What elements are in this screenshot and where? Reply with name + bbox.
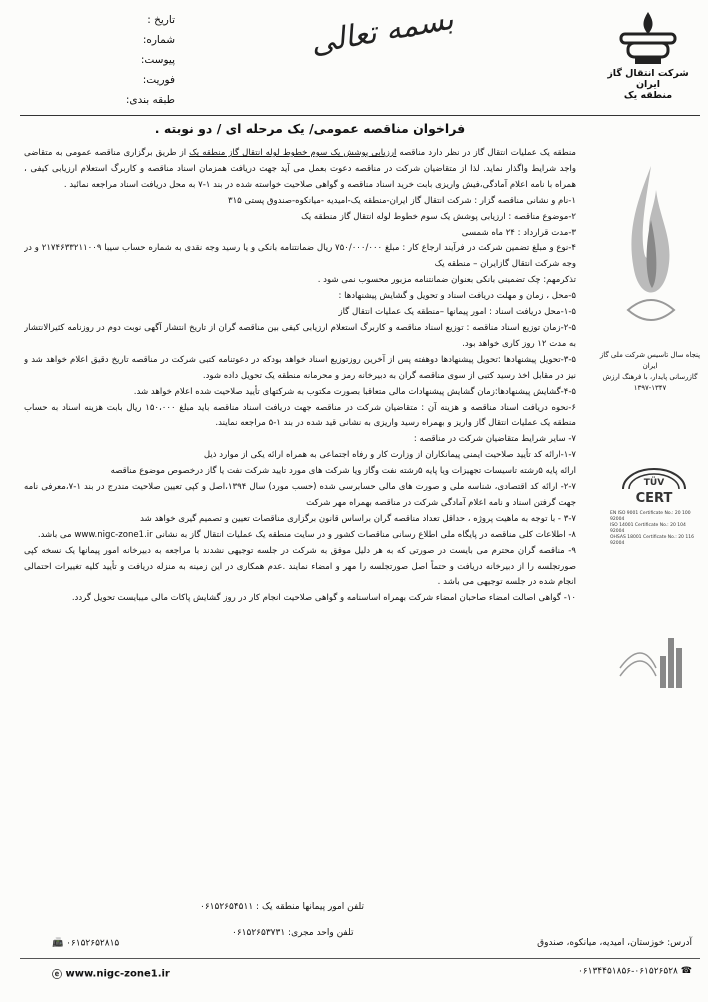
national-award-emblem [612, 628, 692, 702]
intro-paragraph [24, 146, 576, 194]
clause-3: ۳-مدت قرارداد : ۲۴ ماه شمسی [461, 227, 576, 238]
cert-numbers [610, 511, 698, 547]
meta-priority: فوریت: [142, 74, 175, 86]
clause-5-2: ۲-۵-زمان توزیع اسناد مناقصه : توزیع اسناد مناقصه و کاربرگ استعلام ارزیابی کیفی بین مناقصه گران از تاریخ انتشار آگهی نوبت دوم در روزنامه کثیرالانتشار به مدت ۱۲ روز کاری خواهد بود. [24, 322, 576, 349]
company-logo [596, 8, 700, 108]
address: آدرس: خوزستان، امیدیه، میانکوه، صندوق [537, 938, 692, 948]
fax-number-text: ۰۶۱۵۲۶۵۲۸۱۵ [66, 938, 120, 949]
web-icon: ⓔ [52, 970, 62, 981]
anniversary-years: ۱۳۹۷-۱۳۴۷ [633, 384, 667, 392]
tuv-cert-text: CERT [635, 491, 673, 505]
clause-5-3: ۳-۵-تحویل پیشنهادها :تحویل پیشنهادها دوهفته پس از آخرین روزتوزیع اسناد خواهد بودکه در دعوتنامه کتبی شرکت در مناقصه تاریخ دقیق اعلام خواهد شد و نیز در مقابل اخذ رسید کتبی از سوی مناقصه گران به دبیرخانه رمز و محرمانه منطقه یک تحویل داده شود. [24, 354, 576, 381]
svg-text:TÜV: TÜV [643, 478, 665, 488]
fax-icon: 📠 [52, 938, 64, 948]
cert-line-iso9001: EN ISO 9001 Certificate No.: 20 100 92004 [610, 511, 691, 522]
anniversary-line2: گازرسانی پایدار، با فرهنگ ارزش [602, 373, 698, 381]
meta-classification: طبقه بندی: [125, 94, 175, 106]
phone-icon: ☎ [680, 966, 692, 976]
clause-6: ۶-نحوه دریافت اسناد مناقصه و هزینه آن : متقاضیان شرکت در مناقصه جهت دریافت اسناد مناقصه باید مبلغ ۱۵۰،۰۰۰ ریال بابت هزینه اسناد به حساب منطقه یک عملیات انتقال گاز واریز و بهمراه رسید واریزی به نشانی قید شده در بند ۱-۵ مراجعه نمایند. [24, 402, 576, 429]
phone-numbers-text: ۰۶۱۳۴۴۵۱۸۵۶-۰۶۱۵۲۶۵۲۸ [577, 966, 678, 977]
document-title: فراخوان مناقصه عمومی/ یک مرحله ای / دو نوبته . [154, 121, 466, 136]
letter-meta [40, 10, 175, 110]
bismillah-heading: بسمه تعالی [308, 1, 457, 62]
website-link[interactable] [52, 966, 170, 981]
clause-2: ۲-موضوع مناقصه : ارزیابی پوشش یک سوم خطوط لوله انتقال گاز منطقه یک [301, 211, 576, 222]
meta-number: شماره: [142, 34, 175, 46]
contracts-phone: تلفن امور پیمانها منطقه یک : ۰۶۱۵۲۶۵۴۵۱۱ [200, 902, 365, 912]
meta-date: تاریخ : [147, 14, 175, 26]
clause-9: ۹- مناقصه گران محترم می بایست در صورتی که به هر دلیل موفق به شرکت در جلسه توجیهی نشدند با مراجعه به دبیرخانه امور پیمانها یک نسخه کپی صورتجلسه را از دبیرخانه دریافت و حتماً اصل صورتجلسه را مهر و امضاء نمایند .عدم همکاری در این زمینه به منزله دریافت و تأیید کلیه تغییرات احتمالی انجام شده در جلسه توجیهی می باشد . [24, 545, 576, 588]
phone-numbers [492, 966, 692, 977]
clause-7-3: ۳-۷ - با توجه به ماهیت پروژه ، حداقل تعداد مناقصه گران براساس قانون برگزاری مناقصات تعیین و تصمیم گیری خواهد شد [140, 513, 576, 524]
header-divider [20, 115, 700, 116]
clause-7-1: ۱-۷-ارائه کد تأیید صلاحیت ایمنی پیمانکاران از وزارت کار و رفاه اجتماعی به همراه ارائه یکی از موارد ذیل [203, 450, 576, 461]
clause-5-1: ۱-۵-محل دریافت اسناد : امور پیمانها –منطقه یک عملیات انتقال گاز [338, 307, 576, 318]
cert-line-iso14001: ISO 14001 Certificate No.: 20 104 92004 [610, 523, 686, 534]
clause-7: ۷- سایر شرایط متقاضیان شرکت در مناقصه : [413, 434, 576, 445]
nigc-emblem-icon [613, 8, 683, 66]
clause-4: ۴-نوع و مبلغ تضمین شرکت در فرآیند ارجاع کار : مبلغ ۷۵۰/۰۰۰/۰۰۰ ریال ضمانتنامه بانکی و یا رسید وجه نقدی به شماره حساب سیبا ۲۱۷۴۶۳۳۲۱۱۰۰۹ و در وجه شرکت انتقال گازایران – منطقه یک [24, 243, 576, 270]
document-body [24, 146, 576, 876]
clause-5-4: ۴-۵-گشایش پیشنهادها:زمان گشایش پیشنهادات مالی متعاقبا بصورت مکتوب به شرکتهای تأیید صلاحیت شده اعلام خواهد شد. [133, 386, 576, 397]
anniversary-flame-emblem [606, 160, 696, 344]
clause-7-1-detail: ارائه پایه ۵رشته تاسیسات تجهیزات ویا پایه ۵رشته نفت وگاز ویا شرکت های مورد تایید شرکت نفت یا گاز درخصوص موضوع مناقصه [110, 466, 576, 477]
clause-7-2: ۲-۷- ارائه کد اقتصادی، شناسه ملی و صورت های مالی حسابرسی شده (حسب مورد) سال ۱۳۹۴،اصل و کپی تعیین صلاحیت مندرج در بند ۱-۷،معرفی نامه جهت گرفتن اسناد و نامه اعلام آمادگی شرکت در مناقصه بهمراه مهر شرکت [24, 482, 576, 508]
clause-8: ۸- اطلاعات کلی مناقصه در پایگاه ملی اطلاع رسانی مناقصات کشور و در سایت منطقه یک عملیات انتقال گاز به نشانی www.nigc-zone1.ir می باشد. [37, 529, 576, 540]
clause-5: ۵-محل ، زمان و مهلت دریافت اسناد و تحویل و گشایش پیشنهادها : [338, 291, 576, 302]
website-text[interactable]: www.nigc-zone1.ir [65, 968, 170, 980]
intro-text-b: از طریق برگزاری مناقصه عمومی به متقاضی واجد شرایط واگذار نماید. لذا از متقاضیان شرکت در مناقصه دعوت بعمل می آید جهت دریافت همزمان اسناد مناقصه و کاربرگ استعلام ارزیابی کیفی ، همراه با نامه اعلام آمادگی،فیش واریزی بابت خرید اسناد مناقصه و گواهی صلاحیت خواسته شده در بند ۱-۷ به محل دریافت اسناد مراجعه نمائید . [24, 148, 576, 190]
footer-divider [20, 958, 700, 959]
tuv-cert-badge [610, 465, 698, 547]
company-name: شرکت انتقال گاز ایران [607, 68, 689, 90]
executive-unit-phone: تلفن واحد مجری: ۰۶۱۵۲۶۵۳۷۳۱ [232, 928, 354, 938]
tuv-cert-logo-icon [613, 465, 695, 505]
region-name: منطقه یک [623, 90, 673, 101]
meta-attachment: پیوست: [140, 54, 175, 66]
tender-subject-highlight: ارزیابی پوشش یک سوم خطوط لوله انتقال گاز منطقه یک [189, 148, 397, 158]
anniversary-line1: پنجاه سال تاسیس شرکت ملی گاز ایران [599, 351, 701, 370]
anniversary-caption [598, 350, 702, 394]
intro-text-a: منطقه یک عملیات انتقال گاز در نظر دارد مناقصه [399, 148, 576, 158]
award-seal-icon [612, 628, 692, 698]
clause-10: ۱۰- گواهی اصالت امضاء صاحبان امضاء شرکت بهمراه اساسنامه و گواهی صلاحیت انجام کار در روز گشایش پاکات مالی میبایست تحویل گردد. [71, 593, 576, 604]
cert-line-ohsas: OHSAS 18001 Certificate No.: 20 116 92004 [610, 535, 694, 546]
clause-1: ۱-نام و نشانی مناقصه گزار : شرکت انتقال گاز ایران-منطقه یک-امیدیه -میانکوه-صندوق پستی ۳۱۵ [228, 195, 576, 206]
clause-4-note: تذکرمهم: چک تضمینی بانکی بعنوان ضمانتنامه مزبور محسوب نمی شود . [317, 275, 576, 286]
flame-icon [616, 160, 686, 340]
fax-number [52, 938, 119, 949]
